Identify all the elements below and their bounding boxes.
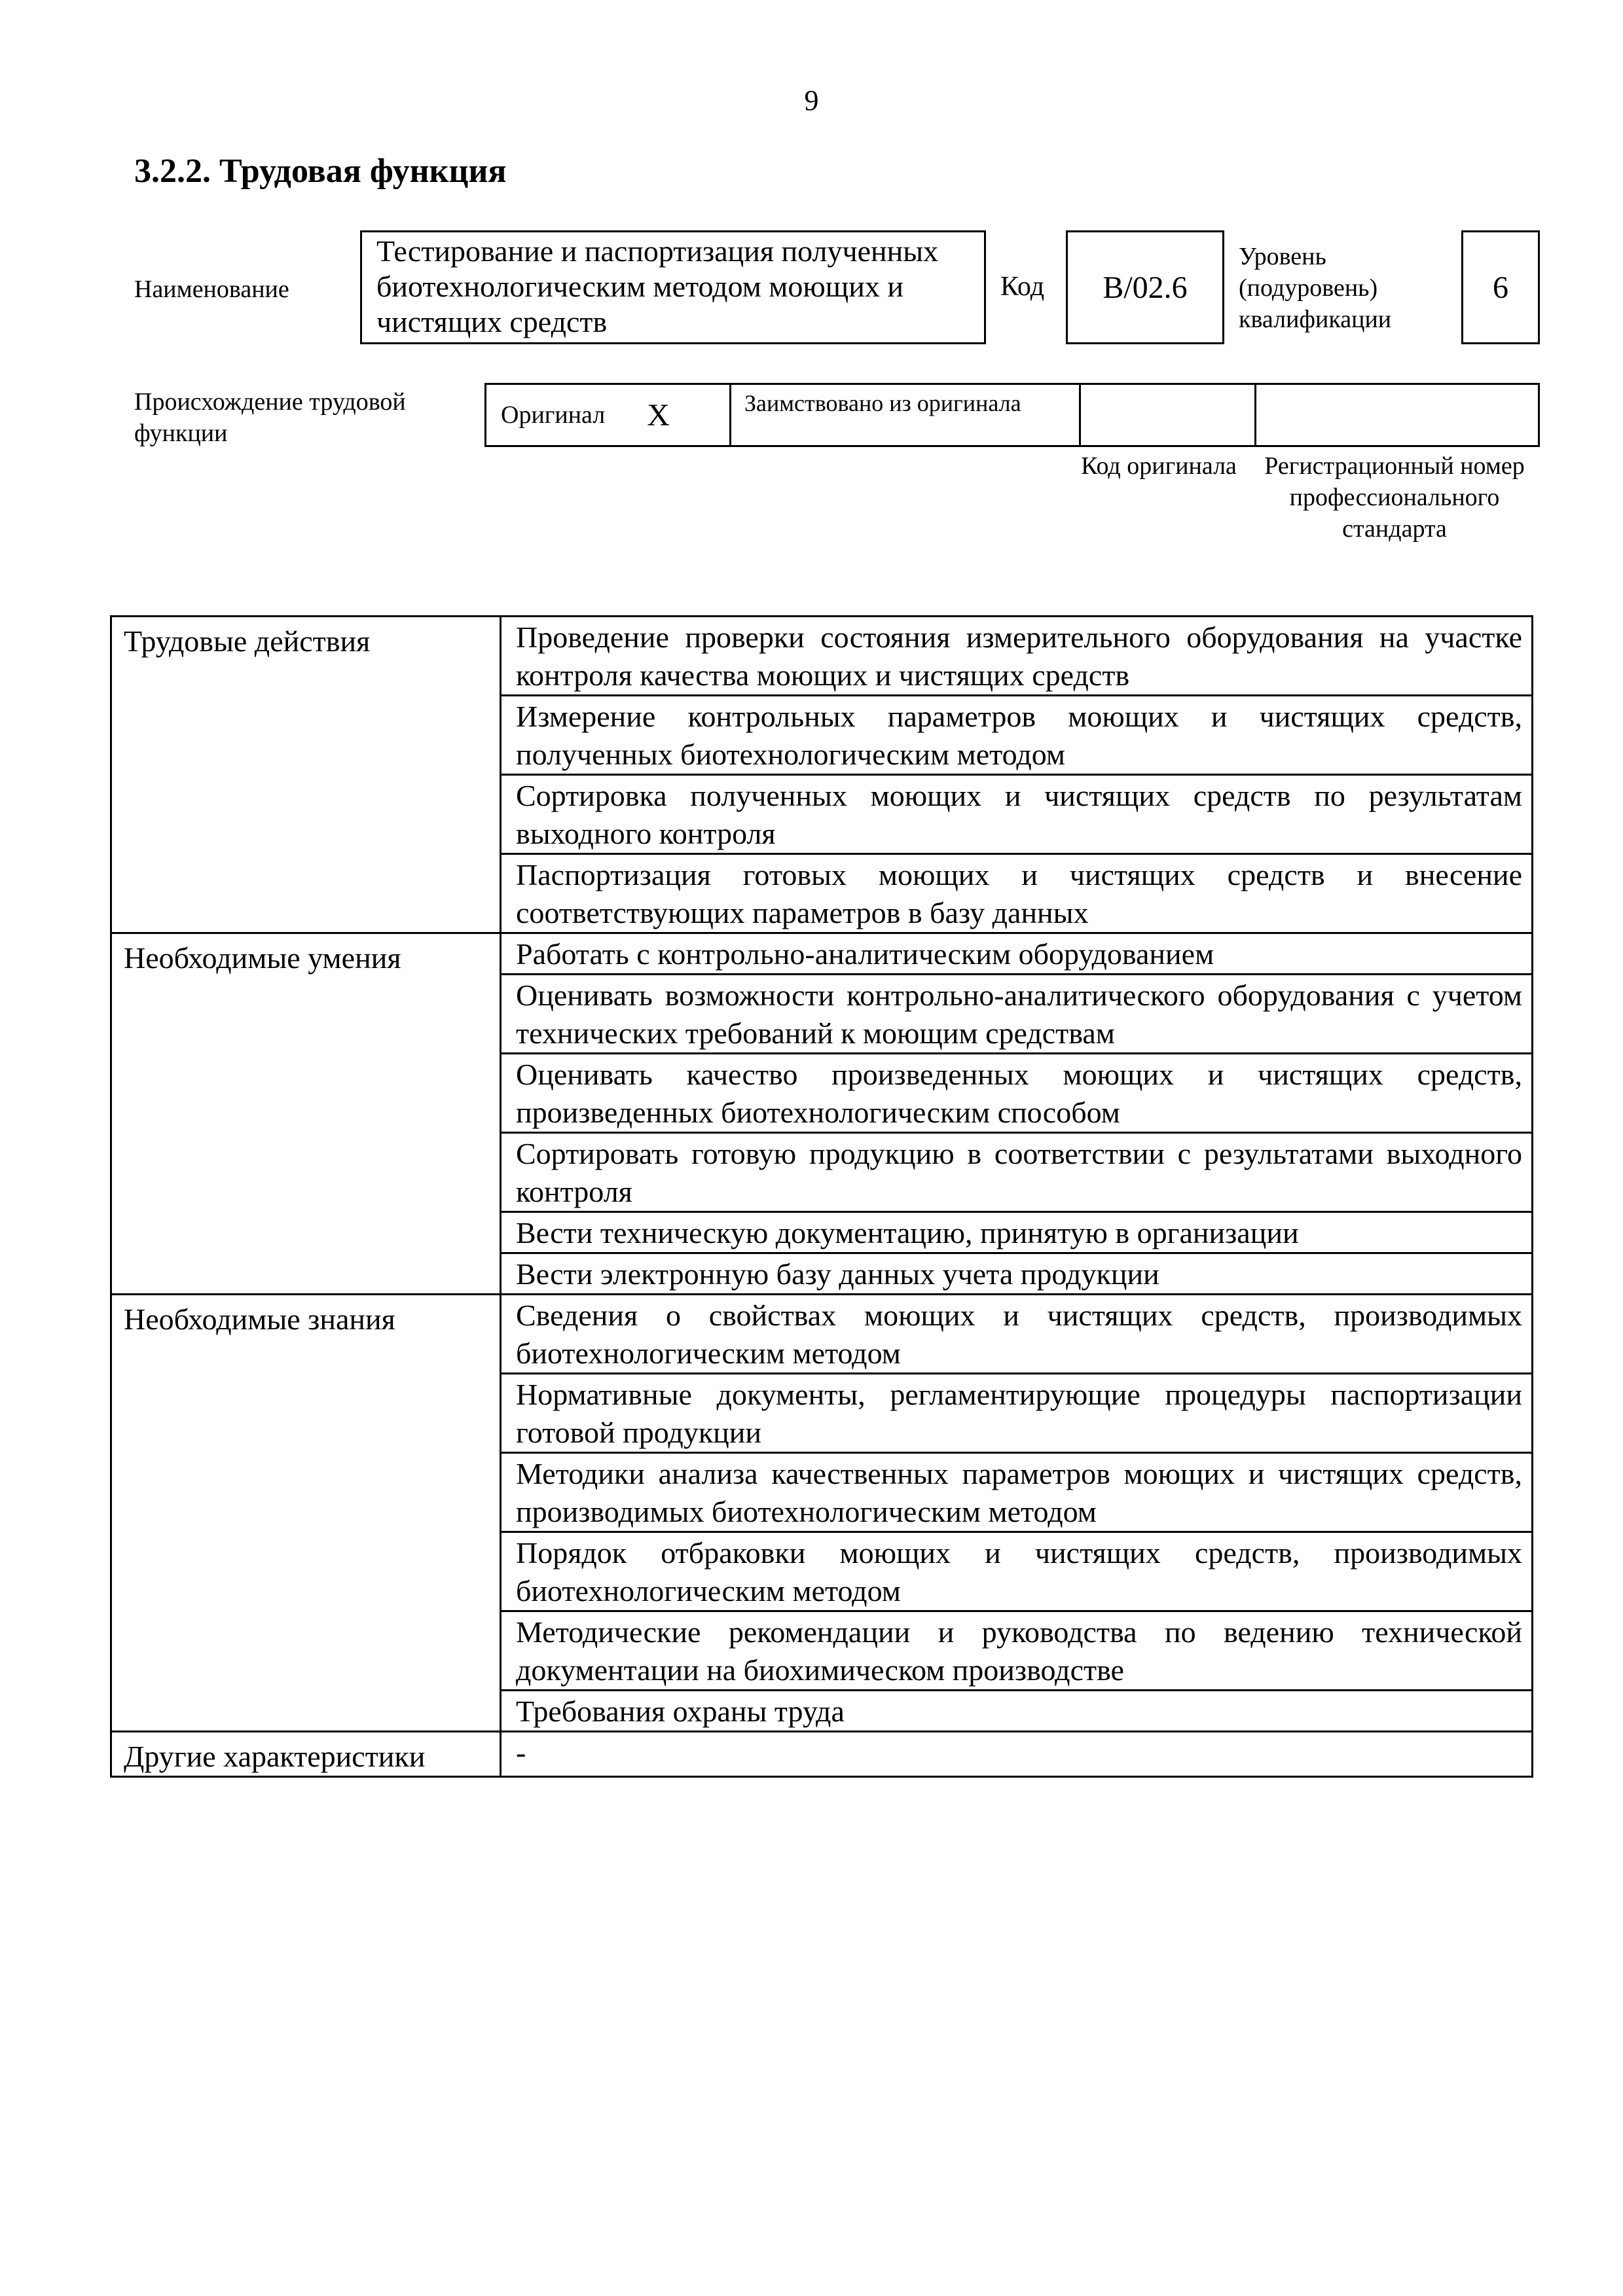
borrowed-label: Заимствовано из оригинала (744, 390, 1021, 416)
origin-original-cell (486, 385, 731, 445)
table-row (111, 1732, 1533, 1777)
skill-item: Сортировать готовую продукцию в соответствии с результатами выходного контроля (501, 1133, 1533, 1212)
labor-action-item: Сортировка полученных моющих и чистящих средств по результатам выходного контроля (501, 775, 1533, 854)
page-number: 9 (804, 84, 819, 117)
knowledge-item: Методики анализа качественных параметров моющих и чистящих средств, производимых биотехнологическим методом (501, 1453, 1533, 1532)
table-row (111, 933, 1533, 975)
code-label: Код (1000, 272, 1045, 302)
origin-label: Происхождение трудовой функции (134, 388, 406, 447)
level-value: 6 (1493, 270, 1508, 305)
name-value-box (360, 230, 986, 344)
origin-table (484, 383, 1540, 447)
labor-action-item: Измерение контрольных параметров моющих и чистящих средств, полученных биотехнологическим методом (501, 696, 1533, 775)
original-mark: X (647, 397, 670, 433)
knowledge-header: Необходимые знания (111, 1295, 501, 1732)
skill-item: Вести техническую документацию, принятую в организации (501, 1212, 1533, 1253)
skills-header: Необходимые умения (111, 933, 501, 1295)
skill-item: Оценивать качество произведенных моющих и чистящих средств, произведенных биотехнологическим способом (501, 1054, 1533, 1133)
table-row (111, 617, 1533, 696)
origin-borrowed-cell (731, 385, 1081, 445)
knowledge-item: Нормативные документы, регламентирующие процедуры паспортизации готовой продукции (501, 1374, 1533, 1453)
level-label: Уровень (подуровень) квалификации (1239, 243, 1392, 333)
code-value-box (1066, 230, 1224, 344)
labor-action-item: Паспортизация готовых моющих и чистящих средств и внесение соответствующих параметров в базу данных (501, 854, 1533, 933)
other-value: - (501, 1732, 1533, 1777)
labor-action-item: Проведение проверки состояния измерительного оборудования на участке контроля качества моющих и чистящих средств (501, 617, 1533, 696)
original-label: Оригинал (501, 401, 606, 429)
skill-item: Оценивать возможности контрольно-аналитического оборудования с учетом технических требований к моющим средствам (501, 975, 1533, 1054)
table-row (111, 1295, 1533, 1374)
labor-actions-header: Трудовые действия (111, 617, 501, 933)
other-header: Другие характеристики (111, 1732, 501, 1777)
section-title: 3.2.2. Трудовая функция (134, 152, 507, 190)
code-value: B/02.6 (1103, 270, 1188, 305)
origin-reg-number-cell (1256, 385, 1538, 445)
skill-item: Работать с контрольно-аналитическим оборудованием (501, 933, 1533, 975)
knowledge-item: Методические рекомендации и руководства по ведению технической документации на биохимическом производстве (501, 1611, 1533, 1691)
knowledge-item: Порядок отбраковки моющих и чистящих средств, производимых биотехнологическим методом (501, 1532, 1533, 1611)
origin-code-cell (1081, 385, 1256, 445)
code-original-label: Код оригинала (1081, 452, 1237, 480)
reg-number-label: Регистрационный номер профессионального стандарта (1264, 452, 1525, 543)
labor-function-table (110, 615, 1533, 1778)
skill-item: Вести электронную базу данных учета продукции (501, 1253, 1533, 1295)
name-value: Тестирование и паспортизация полученных биотехнологическим методом моющих и чистящих средств (376, 234, 939, 338)
level-value-box (1461, 230, 1540, 344)
name-label: Наименование (134, 276, 289, 303)
knowledge-item: Требования охраны труда (501, 1691, 1533, 1732)
knowledge-item: Сведения о свойствах моющих и чистящих средств, производимых биотехнологическим методом (501, 1295, 1533, 1374)
